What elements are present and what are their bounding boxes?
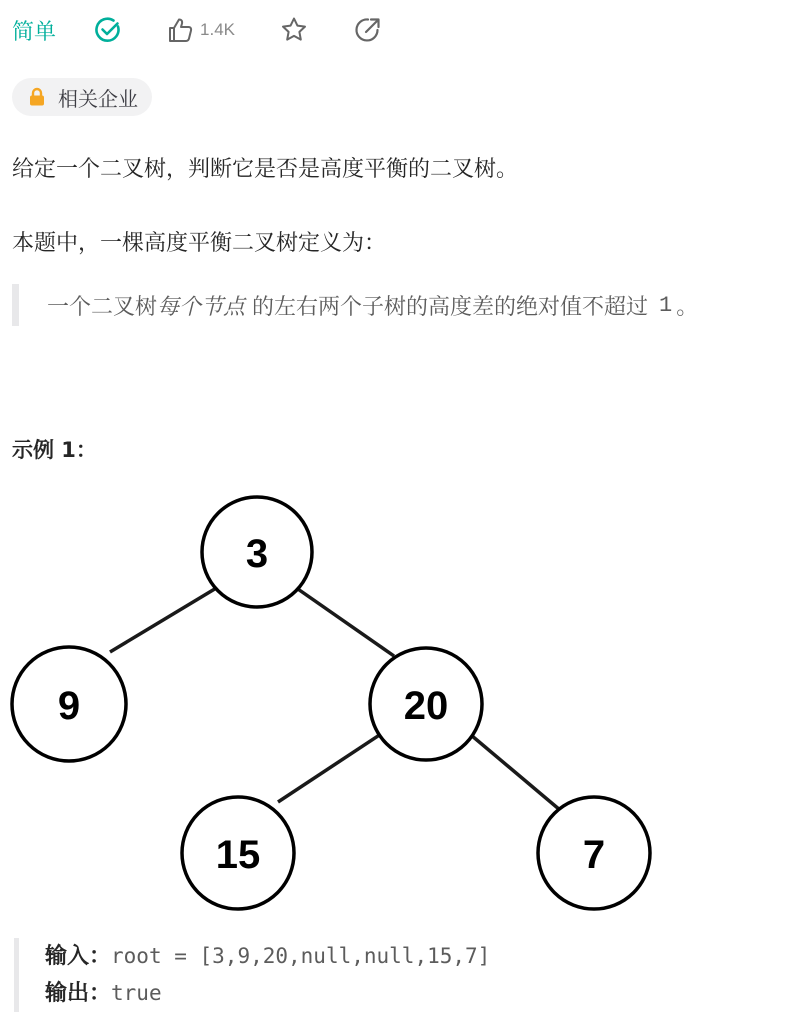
description-paragraph-2: 本题中，一棵高度平衡二叉树定义为： xyxy=(12,231,387,256)
quote-number: 1 xyxy=(659,292,673,318)
difficulty-label: 简单 xyxy=(12,19,57,45)
tree-edge xyxy=(110,587,218,652)
quote-text-2: 的左右两个子树的高度差的绝对值不超过 xyxy=(245,294,656,320)
tree-node-label: 7 xyxy=(582,833,606,877)
example-title: 示例 1： xyxy=(12,438,97,462)
example-output-line xyxy=(45,975,490,1012)
input-value: root = [3,9,20,null,null,15,7] xyxy=(111,944,491,968)
example-code-block xyxy=(14,938,490,1012)
output-value: true xyxy=(111,981,162,1005)
input-label: 输入： xyxy=(45,944,112,969)
description-paragraph-1: 给定一个二叉树，判断它是否是高度平衡的二叉树。 xyxy=(12,157,519,182)
thumbs-up-icon xyxy=(166,16,194,44)
related-companies-label: 相关企业 xyxy=(58,86,138,111)
definition-blockquote xyxy=(12,284,698,326)
like-count: 1.4K xyxy=(200,20,235,39)
share-icon[interactable] xyxy=(353,15,383,45)
tree-node-label: 15 xyxy=(215,833,261,877)
tree-node-label: 20 xyxy=(403,684,449,728)
tree-edge xyxy=(465,730,560,810)
quote-text-3: 。 xyxy=(676,294,699,320)
quote-text-1: 一个二叉树 xyxy=(47,294,158,320)
like-button[interactable] xyxy=(166,16,235,44)
output-label: 输出： xyxy=(45,981,112,1006)
lock-icon xyxy=(28,87,46,107)
tree-node-label: 9 xyxy=(57,684,81,728)
question-toolbar xyxy=(12,10,383,50)
star-icon[interactable] xyxy=(279,15,309,45)
quote-emphasis: 每个节点 xyxy=(157,294,246,320)
related-companies-button[interactable] xyxy=(12,78,152,116)
example-input-line xyxy=(45,938,490,975)
solved-check-icon[interactable] xyxy=(94,16,122,44)
tree-edge xyxy=(278,730,387,802)
tree-edge xyxy=(295,587,394,656)
binary-tree-diagram xyxy=(0,490,700,912)
tree-node-label: 3 xyxy=(245,532,269,576)
